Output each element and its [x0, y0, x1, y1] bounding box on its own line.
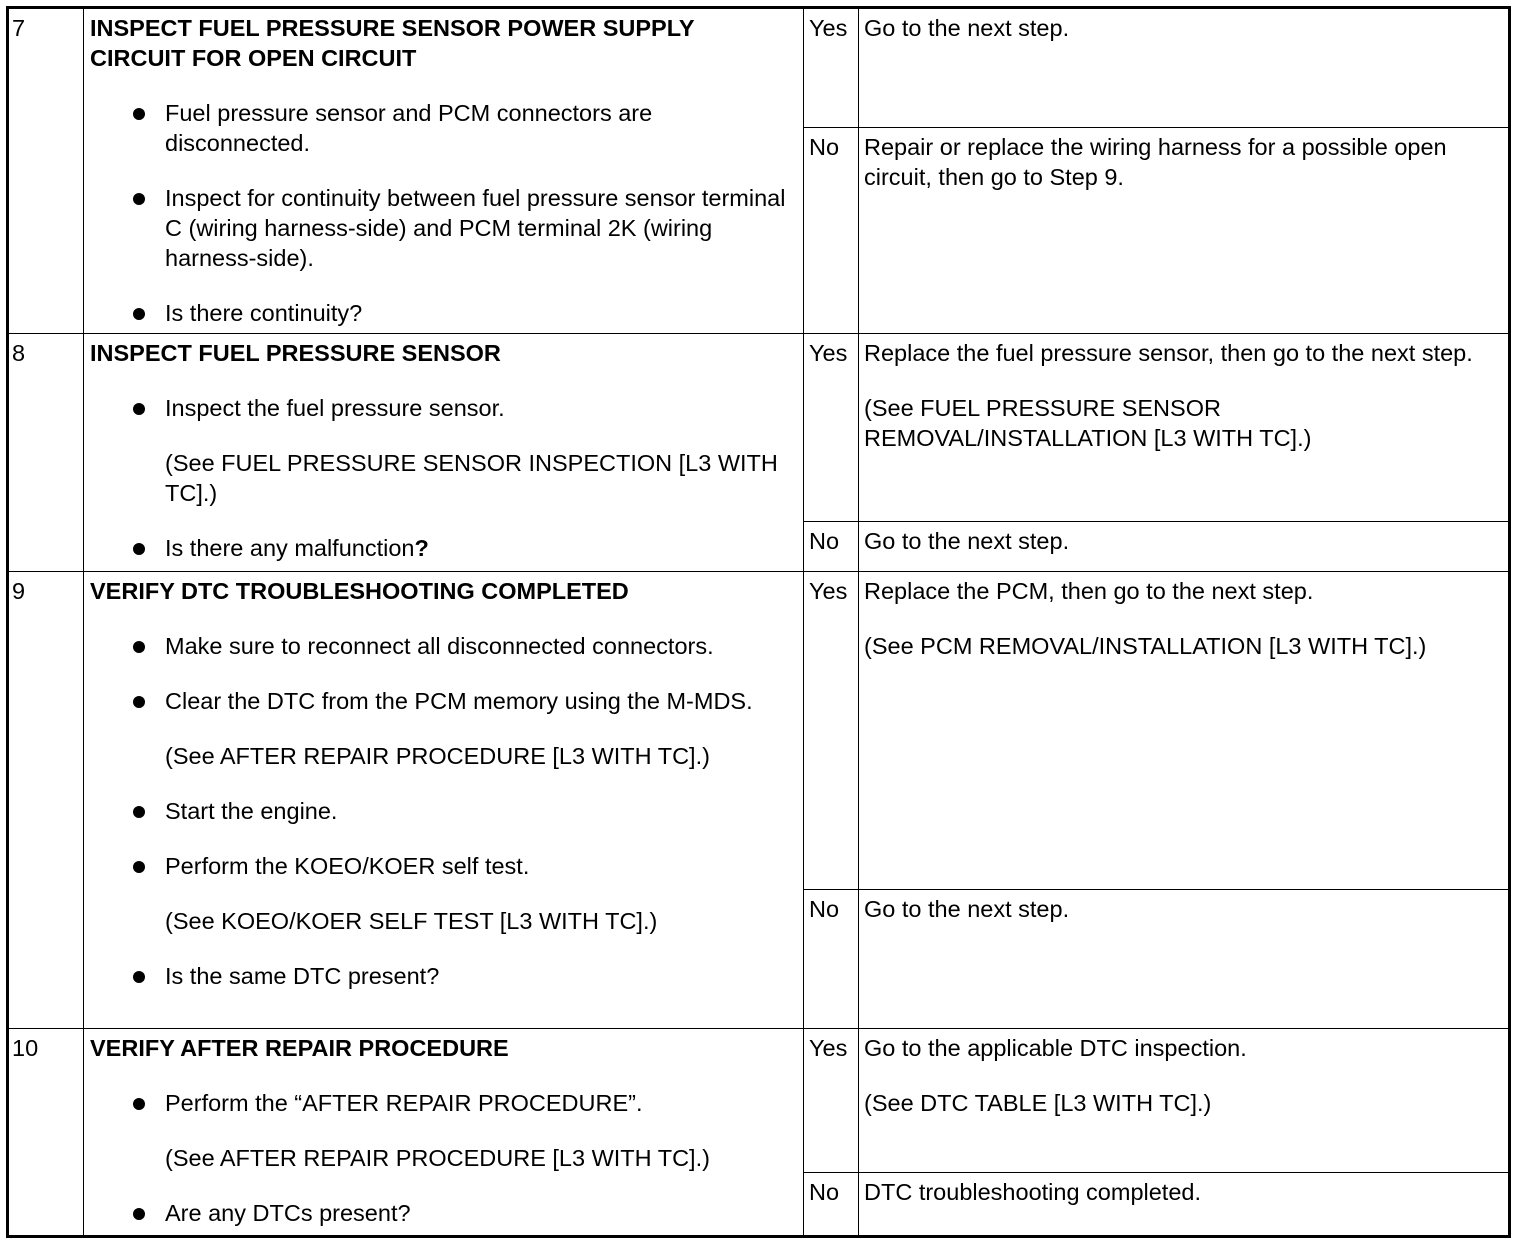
step-title: INSPECT FUEL PRESSURE SENSOR	[90, 340, 501, 366]
reference-note: (See KOEO/KOER SELF TEST [L3 WITH TC].)	[165, 908, 658, 934]
step-title: VERIFY AFTER REPAIR PROCEDURE	[90, 1035, 509, 1061]
no-result: Go to the next step.	[859, 522, 1510, 572]
step-title: VERIFY DTC TROUBLESHOOTING COMPLETED	[90, 578, 629, 604]
action-item	[165, 533, 797, 563]
no-result: DTC troubleshooting completed.	[859, 1173, 1510, 1237]
step-7-yes-row	[8, 8, 1510, 128]
reference-note: (See DTC TABLE [L3 WITH TC].)	[864, 1090, 1212, 1116]
action-item	[165, 98, 797, 158]
yes-result: Go to the next step.	[859, 8, 1510, 128]
action-item	[165, 1088, 797, 1118]
bullet-icon	[133, 696, 145, 708]
action-text: Start the engine.	[165, 798, 338, 824]
reference-note: (See PCM REMOVAL/INSTALLATION [L3 WITH TC].)	[864, 633, 1427, 659]
no-label: No	[804, 522, 859, 572]
yes-label: Yes	[804, 334, 859, 522]
action-text: Perform the KOEO/KOER self test.	[165, 853, 530, 879]
action-text: Clear the DTC from the PCM memory using the M-MDS.	[165, 688, 753, 714]
action-text: Is there any malfunction	[165, 535, 415, 561]
bullet-icon	[133, 1098, 145, 1110]
yes-result	[859, 334, 1510, 522]
no-label: No	[804, 128, 859, 334]
bullet-icon	[133, 403, 145, 415]
yes-label: Yes	[804, 1029, 859, 1173]
step-8-yes-row	[8, 334, 1510, 522]
question-mark: ?	[414, 535, 429, 561]
step-9-actions	[84, 572, 804, 1029]
action-text: Fuel pressure sensor and PCM connectors are disconnected.	[165, 100, 653, 156]
bullet-icon	[133, 308, 145, 320]
no-label: No	[804, 890, 859, 1029]
no-result: Go to the next step.	[859, 890, 1510, 1029]
step-number: 9	[8, 572, 84, 1029]
no-label: No	[804, 1173, 859, 1237]
step-number: 10	[8, 1029, 84, 1237]
diagnostic-procedure-page	[6, 6, 1508, 1235]
step-title	[90, 13, 797, 73]
step-title-line-1: INSPECT FUEL PRESSURE SENSOR POWER SUPPLY	[90, 15, 695, 41]
action-text: Make sure to reconnect all disconnected connectors.	[165, 633, 714, 659]
action-text: Inspect the fuel pressure sensor.	[165, 395, 505, 421]
action-item	[165, 183, 797, 273]
action-item	[165, 1198, 797, 1228]
action-text: Inspect for continuity between fuel pressure sensor terminal C (wiring harness-side) and PCM terminal 2K (wiring harness-side).	[165, 185, 786, 271]
step-7-actions	[84, 8, 804, 334]
step-number: 7	[8, 8, 84, 334]
bullet-icon	[133, 543, 145, 555]
result-text: Go to the applicable DTC inspection.	[864, 1035, 1247, 1061]
bullet-icon	[133, 641, 145, 653]
bullet-icon	[133, 108, 145, 120]
step-10-yes-row	[8, 1029, 1510, 1173]
action-item	[165, 298, 797, 328]
action-item	[165, 631, 797, 661]
bullet-icon	[133, 1208, 145, 1220]
action-text: Perform the “AFTER REPAIR PROCEDURE”.	[165, 1090, 643, 1116]
bullet-icon	[133, 861, 145, 873]
yes-result	[859, 572, 1510, 890]
yes-label: Yes	[804, 572, 859, 890]
yes-result	[859, 1029, 1510, 1173]
step-8-actions	[84, 334, 804, 572]
diagnostic-table	[6, 6, 1511, 1238]
step-10-actions	[84, 1029, 804, 1237]
action-item	[165, 961, 797, 991]
result-text: Replace the fuel pressure sensor, then go to the next step.	[864, 340, 1473, 366]
reference-note: (See FUEL PRESSURE SENSOR REMOVAL/INSTALLATION [L3 WITH TC].)	[864, 395, 1312, 451]
reference-note: (See AFTER REPAIR PROCEDURE [L3 WITH TC].)	[165, 1145, 710, 1171]
yes-label: Yes	[804, 8, 859, 128]
action-item	[165, 796, 797, 826]
reference-note: (See FUEL PRESSURE SENSOR INSPECTION [L3 WITH TC].)	[165, 450, 778, 506]
bullet-icon	[133, 193, 145, 205]
step-title-line-2: CIRCUIT FOR OPEN CIRCUIT	[90, 45, 417, 71]
action-item	[165, 686, 797, 716]
reference-note: (See AFTER REPAIR PROCEDURE [L3 WITH TC].)	[165, 743, 710, 769]
action-text: Is there continuity?	[165, 300, 363, 326]
result-text: Replace the PCM, then go to the next step.	[864, 578, 1314, 604]
step-9-yes-row	[8, 572, 1510, 890]
bullet-icon	[133, 806, 145, 818]
action-text: Is the same DTC present?	[165, 963, 440, 989]
action-text: Are any DTCs present?	[165, 1200, 411, 1226]
action-item	[165, 393, 797, 423]
bullet-icon	[133, 971, 145, 983]
action-item	[165, 851, 797, 881]
no-result: Repair or replace the wiring harness for a possible open circuit, then go to Step 9.	[859, 128, 1510, 334]
step-number: 8	[8, 334, 84, 572]
